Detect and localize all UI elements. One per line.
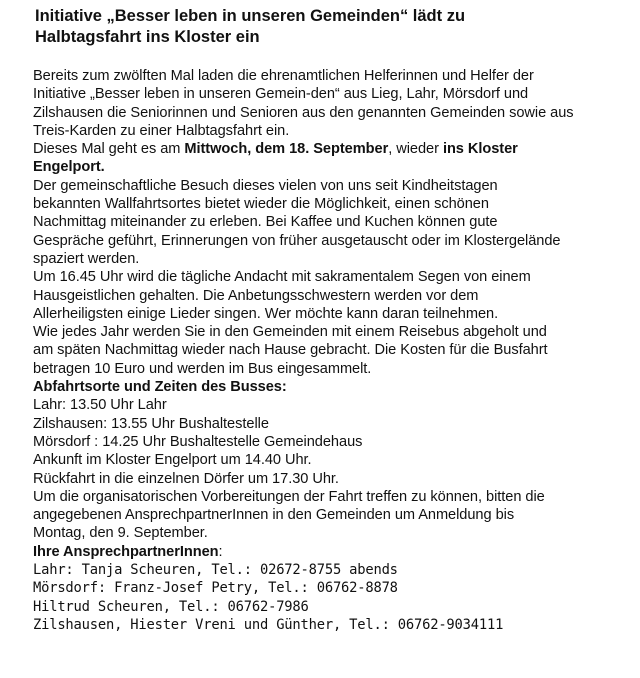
departures-section	[33, 378, 633, 488]
contact-item: Lahr: Tanja Scheuren, Tel.: 02672-8755 abends	[33, 562, 398, 579]
text-line: Initiative „Besser leben in unseren Gemein-den“ aus Lieg, Lahr, Mörsdorf und	[33, 86, 529, 103]
headline-line-1: Initiative „Besser leben in unseren Gemeinden“ lädt zu	[35, 7, 466, 25]
departure-item: Mörsdorf : 14.25 Uhr Bushaltestelle Gemeindehaus	[33, 433, 363, 450]
destination-part-2: Engelport.	[33, 159, 105, 176]
contacts-heading-colon: :	[218, 543, 223, 560]
text-line: betragen 10 Euro und werden im Bus eingesammelt.	[33, 360, 372, 377]
text-line: angegebenen AnsprechpartnerInnen in den Gemeinden um Anmeldung bis	[33, 507, 515, 524]
text-line: Zilshausen die Seniorinnen und Senioren aus den genannten Gemeinden sowie aus	[33, 104, 574, 121]
date-paragraph	[33, 140, 633, 177]
contact-item: Mörsdorf: Franz-Josef Petry, Tel.: 06762-8878	[33, 580, 398, 597]
departure-item: Lahr: 13.50 Uhr Lahr	[33, 397, 167, 414]
destination-part-1: ins Kloster	[442, 141, 518, 158]
date-middle: , wieder	[388, 141, 443, 158]
headline-line-2: Halbtagsfahrt ins Kloster ein	[35, 28, 260, 46]
intro-paragraph	[33, 67, 633, 140]
text-line	[33, 140, 633, 158]
event-date: Mittwoch, dem 18. September	[184, 141, 389, 158]
contacts-heading: Ihre AnsprechpartnerInnen	[33, 543, 219, 560]
text-line: Nachmittag miteinander zu erleben. Bei Kaffee und Kuchen können gute	[33, 214, 498, 231]
date-prefix: Dieses Mal geht es am	[33, 141, 185, 158]
text-line: Allerheiligsten einige Lieder singen. Wer möchte kann daran teilnehmen.	[33, 305, 499, 322]
text-line: Der gemeinschaftliche Besuch dieses vielen von uns seit Kindheitstagen	[33, 177, 498, 194]
text-line: Hausgeistlichen gehalten. Die Anbetungsschwestern werden vor dem	[33, 287, 479, 304]
departures-heading: Abfahrtsorte und Zeiten des Busses:	[33, 379, 287, 396]
text-line: Um die organisatorischen Vorbereitungen der Fahrt treffen zu können, bitten die	[33, 488, 545, 505]
article-body	[33, 67, 633, 634]
contact-item: Hiltrud Scheuren, Tel.: 06762-7986	[33, 598, 309, 615]
visit-paragraph	[33, 177, 633, 268]
contacts-section	[33, 543, 633, 634]
departure-item: Rückfahrt in die einzelnen Dörfer um 17.30 Uhr.	[33, 470, 339, 487]
text-line: Bereits zum zwölften Mal laden die ehrenamtlichen Helferinnen und Helfer der	[33, 68, 534, 84]
bus-paragraph	[33, 323, 633, 378]
text-line: Treis-Karden zu einer Halbtagsfahrt ein.	[33, 122, 290, 139]
text-line: Montag, den 9. September.	[33, 525, 208, 542]
text-line: Wie jedes Jahr werden Sie in den Gemeinden mit einem Reisebus abgeholt und	[33, 324, 547, 341]
registration-paragraph	[33, 488, 633, 543]
text-line: Um 16.45 Uhr wird die tägliche Andacht mit sakramentalem Segen von einem	[33, 269, 531, 286]
andacht-paragraph	[33, 268, 633, 323]
text-line: Gespräche geführt, Erinnerungen von früher ausgetauscht oder im Klostergelände	[33, 232, 561, 249]
text-line: bekannten Wallfahrtsortes bietet wieder die Möglichkeit, einen schönen	[33, 196, 489, 213]
contacts-heading-line	[33, 543, 633, 561]
departure-item: Zilshausen: 13.55 Uhr Bushaltestelle	[33, 415, 269, 432]
departure-item: Ankunft im Kloster Engelport um 14.40 Uhr.	[33, 452, 312, 469]
contact-item: Zilshausen, Hiester Vreni und Günther, Tel.: 06762-9034111	[33, 616, 504, 633]
text-line: spaziert werden.	[33, 250, 140, 267]
headline	[35, 6, 625, 48]
text-line: am späten Nachmittag wieder nach Hause gebracht. Die Kosten für die Busfahrt	[33, 342, 548, 359]
